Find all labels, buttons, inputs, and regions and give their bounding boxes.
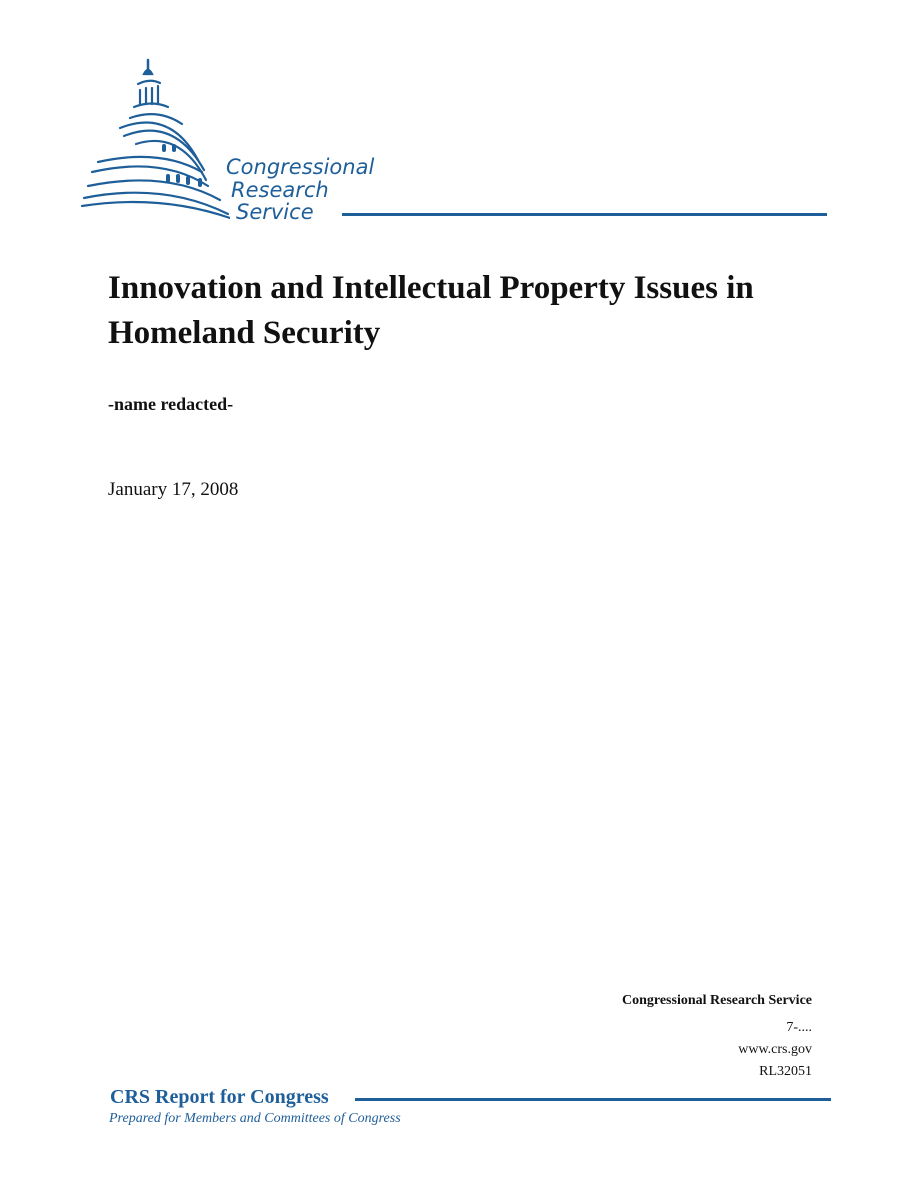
- crs-logo: [80, 52, 840, 227]
- report-number: RL32051: [759, 1064, 812, 1079]
- organization-name: Congressional Research Service: [621, 993, 812, 1008]
- phone-number: 7-....: [786, 1020, 812, 1035]
- capitol-dome-icon: [80, 52, 230, 227]
- logo-text-research: Research: [231, 178, 329, 202]
- website-link[interactable]: www.crs.gov: [738, 1042, 812, 1057]
- footer-rule: [355, 1098, 831, 1101]
- logo-rule: [342, 213, 827, 216]
- footer-report-title: CRS Report for Congress: [110, 1086, 329, 1108]
- author-name: -name redacted-: [108, 394, 234, 414]
- footer-subtitle: Prepared for Members and Committees of Congress: [109, 1111, 401, 1126]
- logo-text-congressional: Congressional: [226, 155, 375, 179]
- logo-text-service: Service: [236, 200, 314, 224]
- report-title-heading: Innovation and Intellectual Property Issues in Homeland Security: [108, 270, 754, 351]
- report-date: January 17, 2008: [108, 479, 239, 500]
- publisher-info: [622, 990, 812, 1083]
